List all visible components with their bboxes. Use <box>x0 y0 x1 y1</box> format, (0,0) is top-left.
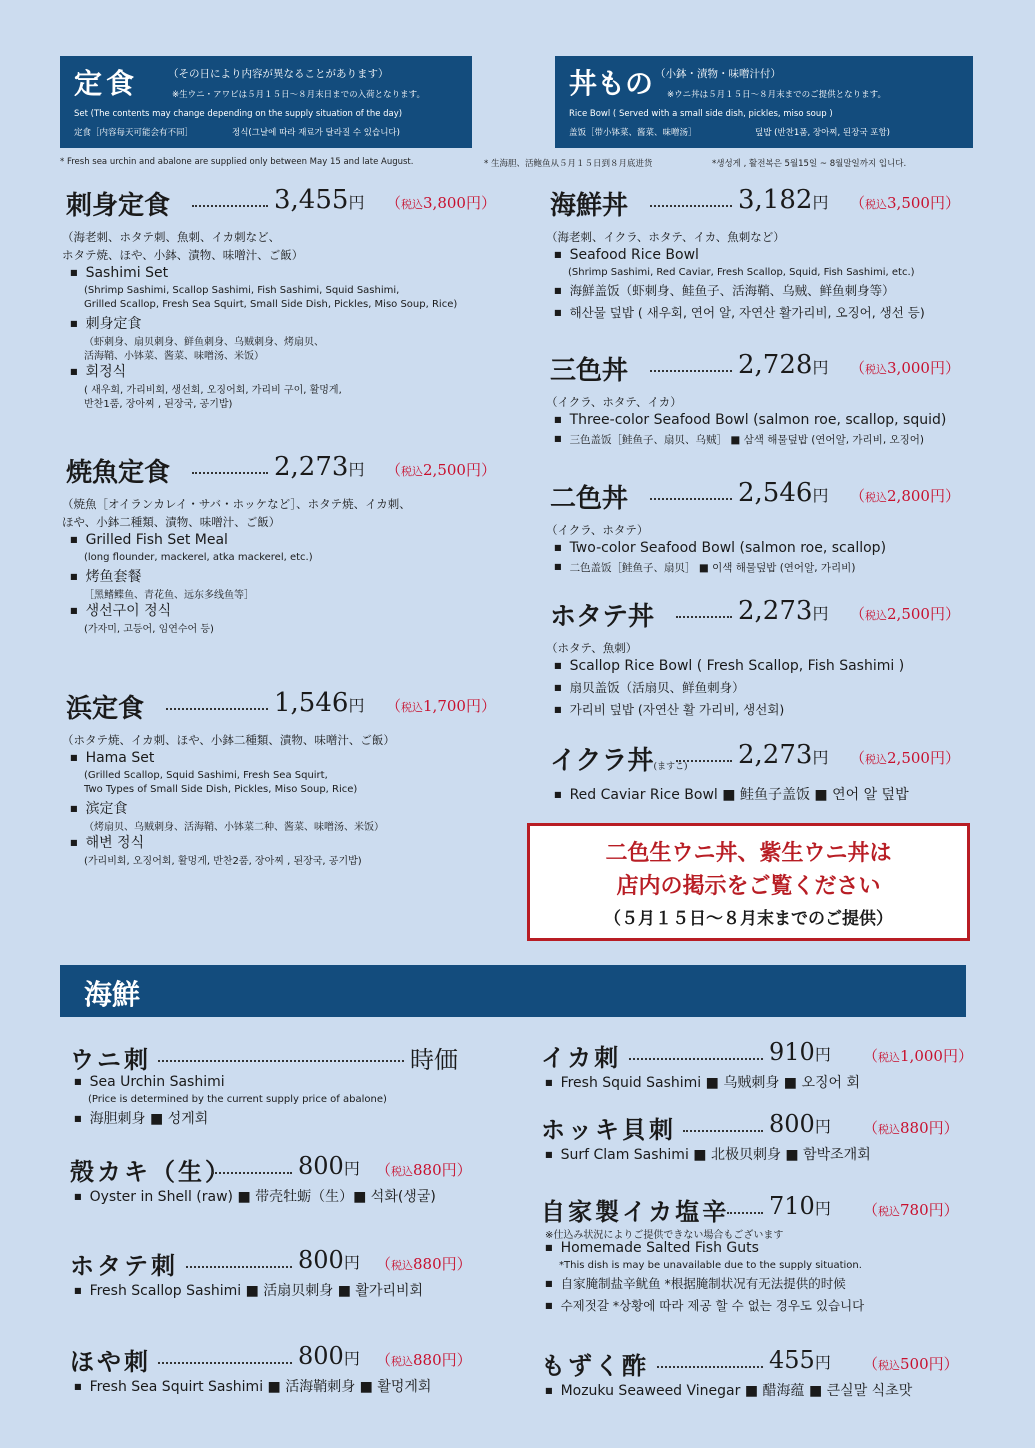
tax-label: 税込 <box>878 1123 901 1136</box>
teishoku-note-en: Set (The contents may change depending on the supply situation of the day) <box>74 109 403 119</box>
price-value: 1,546 <box>274 688 349 718</box>
item-detail: ■ Mozuku Seaweed Vinegar ■ 醋海蕴 ■ 큰실말 식초맛 <box>545 1380 912 1400</box>
yen-unit: 円 <box>812 604 829 623</box>
tax-value: 880円 <box>900 1119 944 1137</box>
item-title: 刺身定食 <box>66 191 171 221</box>
tax-label: 税込 <box>865 363 888 376</box>
tax-label: 税込 <box>865 198 888 211</box>
leader-dots <box>166 696 268 710</box>
item-price <box>274 688 364 718</box>
tax-label: 税込 <box>391 1355 414 1368</box>
tax-value: 2,500円 <box>423 461 481 479</box>
item-detail: ■ Surf Clam Sashimi ■ 北极贝刺身 ■ 함박조개회 <box>545 1144 871 1164</box>
leader-dots <box>192 193 268 207</box>
item-detail: Grilled Scallop, Fresh Sea Squirt, Small Side Dish, Pickles, Miso Soup, Rice) <box>84 299 458 310</box>
tax-included-price: （税込2,500円） <box>850 605 960 623</box>
yen-unit: 円 <box>812 748 829 767</box>
item-detail: ■ 가리비 덮밥 (자연산 활 가리비, 생선회) <box>554 700 784 718</box>
tax-value: 2,500円 <box>887 605 945 623</box>
item-detail: ■ 海鮮盖饭（虾刺身、鲑鱼子、活海鞘、乌贼、鲜鱼刺身等） <box>554 281 895 299</box>
item-description: （海老刺、ホタテ刺、魚刺、イカ刺など、 <box>62 230 281 244</box>
item-detail: ■ 三色盖饭［鲑鱼子、扇贝、乌贼］ ■ 삼색 해물덮밥 (연어알, 가리비, 오징어) <box>554 432 924 447</box>
price-value: 2,728 <box>738 350 813 380</box>
item-detail: (Shrimp Sashimi, Red Caviar, Fresh Scallop, Squid, Fish Sashimi, etc.) <box>568 267 915 278</box>
item-detail: ※仕込み状況によりご提供できない場合もございます <box>545 1230 784 1241</box>
footnote-kr: *생성게 , 활전복은 5월15일 ~ 8월말일까지 입니다. <box>712 159 907 169</box>
item-title: イクラ丼(ますこ) <box>550 746 688 776</box>
leader-dots <box>158 1048 404 1062</box>
yen-unit: 円 <box>814 1117 831 1136</box>
item-title: 浜定食 <box>66 694 145 724</box>
item-detail: ■ Seafood Rice Bowl <box>554 247 699 263</box>
item-detail: ■ Hama Set <box>70 750 154 766</box>
tax-included-price: （税込880円） <box>376 1351 472 1369</box>
item-description: （海老刺、イクラ、ホタテ、イカ、魚刺など） <box>546 230 785 244</box>
tax-label: 税込 <box>878 1359 901 1372</box>
item-detail: ■ 自家腌制盐辛鱿鱼 *根据腌制状况有无法提供的时候 <box>545 1274 846 1292</box>
leader-dots <box>629 1046 763 1060</box>
price-value: 800 <box>298 1152 344 1180</box>
leader-dots <box>657 1354 763 1368</box>
sea-urchin-notice <box>527 823 970 941</box>
teishoku-title: 定食 <box>74 67 139 100</box>
item-price <box>274 452 364 482</box>
price-value: 455 <box>769 1346 815 1374</box>
item-price <box>274 185 364 215</box>
price-value: 910 <box>769 1038 815 1066</box>
tax-label: 税込 <box>401 701 424 714</box>
yen-unit: 円 <box>348 460 365 479</box>
item-detail: ■ 회정식 <box>70 361 126 381</box>
leader-dots <box>676 604 732 618</box>
item-detail: ( 새우회, 가리비회, 생선회, 오징어회, 가리비 구이, 활멍게, <box>84 385 342 396</box>
teishoku-header <box>60 56 472 148</box>
tax-included-price: （税込500円） <box>863 1355 959 1373</box>
item-detail: 반찬1품, 장아찌 , 된장국, 공기밥) <box>84 399 233 410</box>
item-detail: (가자미, 고등어, 임연수어 등) <box>84 624 214 635</box>
donmono-header <box>555 56 973 148</box>
donmono-note-en: Rice Bowl ( Served with a small side dish, pickles, miso soup ) <box>569 109 833 119</box>
item-title: 自家製イカ塩辛 <box>541 1197 730 1226</box>
item-title-reading: (ますこ) <box>653 762 688 772</box>
tax-included-price: （税込3,500円） <box>850 194 960 212</box>
tax-value: 1,000円 <box>900 1047 958 1065</box>
price-value: 800 <box>298 1246 344 1274</box>
item-description: （イクラ、ホタテ） <box>546 523 649 537</box>
leader-dots <box>650 193 732 207</box>
price-value: 3,182 <box>738 185 813 215</box>
item-detail: ■ Three-color Seafood Bowl (salmon roe, scallop, squid) <box>554 412 946 428</box>
item-detail: ■ 二色盖饭［鲑鱼子、扇贝］ ■ 이색 해물덮밥 (연어알, 가리비) <box>554 560 855 575</box>
teishoku-note: （その日により内容が異なることがあります） <box>168 68 389 80</box>
leader-dots <box>212 1160 292 1174</box>
item-description: （焼魚［オイランカレイ・サバ・ホッケなど］、ホタテ焼、イカ刺、 <box>62 497 411 511</box>
leader-dots <box>683 1118 763 1132</box>
teishoku-note-cn: 定食［内容每天可能会有不同］ <box>74 128 194 138</box>
yen-unit: 円 <box>348 696 365 715</box>
item-detail: ■ 滨定食 <box>70 798 128 818</box>
leader-dots <box>676 748 732 762</box>
item-detail: Two Types of Small Side Dish, Pickles, Miso Soup, Rice) <box>84 784 358 795</box>
price-value: 2,273 <box>738 740 813 770</box>
tax-included-price: （税込780円） <box>863 1201 959 1219</box>
tax-label: 税込 <box>401 198 424 211</box>
yen-unit: 円 <box>343 1349 360 1368</box>
item-detail: 活海鞘、小钵菜、酱菜、味噌汤、米饭） <box>84 351 264 362</box>
tax-value: 1,700円 <box>423 697 481 715</box>
leader-dots <box>158 1350 292 1364</box>
footnote-cn: * 生海胆、活鲍鱼从５月１５日到８月底进货 <box>484 159 653 169</box>
tax-value: 500円 <box>900 1355 944 1373</box>
yen-unit: 円 <box>812 486 829 505</box>
tax-label: 税込 <box>878 1051 901 1064</box>
item-detail: *This dish is may be unavailable due to the supply situation. <box>559 1260 862 1271</box>
price-value: 710 <box>769 1192 815 1220</box>
donmono-note-sub: ※ウニ丼は５月１５日～８月末までのご提供となります。 <box>667 90 886 100</box>
tax-value: 2,500円 <box>887 749 945 767</box>
tax-included-price: （税込880円） <box>376 1255 472 1273</box>
item-detail: ■ 刺身定食 <box>70 313 142 333</box>
tax-label: 税込 <box>865 491 888 504</box>
tax-included-price: （税込3,000円） <box>850 359 960 377</box>
item-detail: ■ Red Caviar Rice Bowl ■ 鲑鱼子盖饭 ■ 연어 알 덮밥 <box>554 784 909 804</box>
teishoku-note-sub: ※生ウニ・アワビは５月１５日～８月末日までの入荷となります。 <box>172 90 425 100</box>
tax-label: 税込 <box>865 609 888 622</box>
tax-included-price: （税込2,800円） <box>850 487 960 505</box>
item-detail: (Grilled Scallop, Squid Sashimi, Fresh Sea Squirt, <box>84 770 328 781</box>
donmono-note: （小鉢・漬物・味噌汁付） <box>655 68 781 80</box>
item-detail: ■ Homemade Salted Fish Guts <box>545 1240 759 1256</box>
item-description: （ホタテ焼、イカ刺、ほや、小鉢二種類、漬物、味噌汁、ご飯） <box>62 733 395 747</box>
item-title: ホッキ貝刺 <box>541 1115 676 1144</box>
item-detail: ■ 해변 정식 <box>70 832 144 852</box>
leader-dots <box>186 1254 292 1268</box>
yen-unit: 円 <box>814 1199 831 1218</box>
item-title: イカ刺 <box>541 1043 622 1072</box>
item-description: ホタテ焼、ほや、小鉢、漬物、味噌汁、ご飯） <box>62 248 304 262</box>
item-detail: ■ Fresh Squid Sashimi ■ 乌贼刺身 ■ 오징어 회 <box>545 1072 860 1092</box>
notice-line-1: 二色生ウニ丼、紫生ウニ丼は <box>605 841 892 866</box>
item-description: （ホタテ、魚刺） <box>546 641 638 655</box>
notice-line-2: 店内の掲示をご覧ください <box>616 874 881 899</box>
tax-label: 税込 <box>391 1165 414 1178</box>
tax-included-price: （税込880円） <box>376 1161 472 1179</box>
item-price <box>738 185 828 215</box>
item-price <box>738 350 828 380</box>
item-detail: ■ Sea Urchin Sashimi <box>74 1074 225 1090</box>
leader-dots <box>192 460 268 474</box>
item-detail: ■ 생선구이 정식 <box>70 600 171 620</box>
item-description: （イクラ、ホタテ、イカ） <box>546 395 682 409</box>
item-detail: ■ 海胆刺身 ■ 성게회 <box>74 1108 208 1128</box>
item-title: 三色丼 <box>550 356 629 386</box>
price-value: 2,273 <box>274 452 349 482</box>
tax-included-price: （税込2,500円） <box>386 461 496 479</box>
teishoku-note-kr: 정식(그날에 따라 재료가 달라질 수 있습니다) <box>232 128 400 138</box>
tax-value: 880円 <box>413 1255 457 1273</box>
item-detail: ■ Sashimi Set <box>70 265 168 281</box>
yen-unit: 円 <box>343 1253 360 1272</box>
item-title: ウニ刺 <box>70 1045 151 1074</box>
item-price <box>738 740 828 770</box>
item-title: ホタテ丼 <box>550 602 655 632</box>
price-value: 800 <box>769 1110 815 1138</box>
item-detail: ■ Scallop Rice Bowl ( Fresh Scallop, Fish Sashimi ) <box>554 658 904 674</box>
donmono-title: 丼もの <box>569 67 654 100</box>
item-detail: ■ Grilled Fish Set Meal <box>70 532 228 548</box>
tax-included-price: （税込3,800円） <box>386 194 496 212</box>
leader-dots <box>650 486 732 500</box>
yen-unit: 円 <box>343 1159 360 1178</box>
tax-value: 880円 <box>413 1161 457 1179</box>
footnote-en: * Fresh sea urchin and abalone are supplied only between May 15 and late August. <box>60 157 414 167</box>
item-title: 殻カキ（生） <box>70 1157 232 1186</box>
tax-value: 3,800円 <box>423 194 481 212</box>
tax-included-price: （税込2,500円） <box>850 749 960 767</box>
seafood-section-band <box>60 965 966 1017</box>
item-price <box>769 1192 831 1220</box>
tax-value: 2,800円 <box>887 487 945 505</box>
item-price <box>769 1346 831 1374</box>
item-detail: (가리비회, 오징어회, 활멍게, 반찬2품, 장아찌 , 된장국, 공기밥) <box>84 856 362 867</box>
donmono-note-cn: 盖饭［带小钵菜、酱菜、味噌汤］ <box>569 128 697 138</box>
tax-value: 780円 <box>900 1201 944 1219</box>
item-detail: （虾刺身、扇贝刺身、鲜鱼刺身、乌贼刺身、烤扇贝、 <box>84 337 324 348</box>
yen-unit: 円 <box>812 358 829 377</box>
item-title: もずく酢 <box>541 1351 649 1380</box>
item-detail: ■ Fresh Sea Squirt Sashimi ■ 活海鞘刺身 ■ 활멍게회 <box>74 1376 431 1396</box>
item-title: 焼魚定食 <box>66 458 171 488</box>
item-title: ホタテ刺 <box>70 1251 178 1280</box>
tax-label: 税込 <box>391 1259 414 1272</box>
yen-unit: 円 <box>812 193 829 212</box>
leader-dots <box>727 1200 763 1214</box>
tax-label: 税込 <box>401 465 424 478</box>
item-detail: ■ Two-color Seafood Bowl (salmon roe, scallop) <box>554 540 886 556</box>
item-price <box>298 1246 360 1274</box>
yen-unit: 円 <box>814 1353 831 1372</box>
price-value: 3,455 <box>274 185 349 215</box>
yen-unit: 円 <box>814 1045 831 1064</box>
item-price <box>298 1342 360 1370</box>
donmono-note-kr: 덮밥 (반찬1품, 장아찌, 된장국 포함) <box>755 128 890 138</box>
tax-value: 3,000円 <box>887 359 945 377</box>
item-price <box>738 596 828 626</box>
item-price <box>738 478 828 508</box>
item-detail: ■ Fresh Scallop Sashimi ■ 活扇贝刺身 ■ 활가리비회 <box>74 1280 423 1300</box>
item-detail: ■ 烤鱼套餐 <box>70 566 142 586</box>
item-detail: ■ 扇贝盖饭（活扇贝、鲜鱼刺身） <box>554 678 745 696</box>
notice-line-3: （５月１５日～８月末までのご提供） <box>604 909 893 929</box>
tax-value: 3,500円 <box>887 194 945 212</box>
item-description: ほや、小鉢二種類、漬物、味噌汁、ご飯） <box>62 515 281 529</box>
item-detail: ［黑鳍鲽鱼、青花鱼、远东多线鱼等］ <box>84 590 254 601</box>
item-title: 二色丼 <box>550 484 629 514</box>
item-detail: ■ Oyster in Shell (raw) ■ 带壳牡蛎（生）■ 석화(생굴) <box>74 1186 436 1206</box>
tax-included-price: （税込880円） <box>863 1119 959 1137</box>
item-detail: （烤扇贝、乌贼刺身、活海鞘、小钵菜二种、酱菜、味噌汤、米饭） <box>84 822 384 833</box>
price-value: 2,546 <box>738 478 813 508</box>
item-detail: (Shrimp Sashimi, Scallop Sashimi, Fish Sashimi, Squid Sashimi, <box>84 285 400 296</box>
leader-dots <box>650 358 732 372</box>
price-value: 800 <box>298 1342 344 1370</box>
tax-included-price: （税込1,000円） <box>863 1047 973 1065</box>
tax-value: 880円 <box>413 1351 457 1369</box>
item-price: 時価 <box>410 1046 458 1074</box>
price-value: 2,273 <box>738 596 813 626</box>
tax-label: 税込 <box>878 1205 901 1218</box>
item-detail: (long flounder, mackerel, atka mackerel, etc.) <box>84 552 313 563</box>
item-detail: ■ 해산물 덮밥 ( 새우회, 연어 알, 자연산 활가리비, 오징어, 생선 등) <box>554 303 925 321</box>
seafood-section-title: 海鮮 <box>84 978 141 1011</box>
item-title: 海鮮丼 <box>550 191 629 221</box>
item-detail: ■ 수제젓갈 *상황에 따라 제공 할 수 없는 경우도 있습니다 <box>545 1296 864 1314</box>
item-detail: (Price is determined by the current supply price of abalone) <box>88 1094 387 1105</box>
tax-label: 税込 <box>865 753 888 766</box>
item-title: ほや刺 <box>70 1347 151 1376</box>
yen-unit: 円 <box>348 193 365 212</box>
tax-included-price: （税込1,700円） <box>386 697 496 715</box>
item-price <box>769 1038 831 1066</box>
item-price <box>298 1152 360 1180</box>
item-price <box>769 1110 831 1138</box>
